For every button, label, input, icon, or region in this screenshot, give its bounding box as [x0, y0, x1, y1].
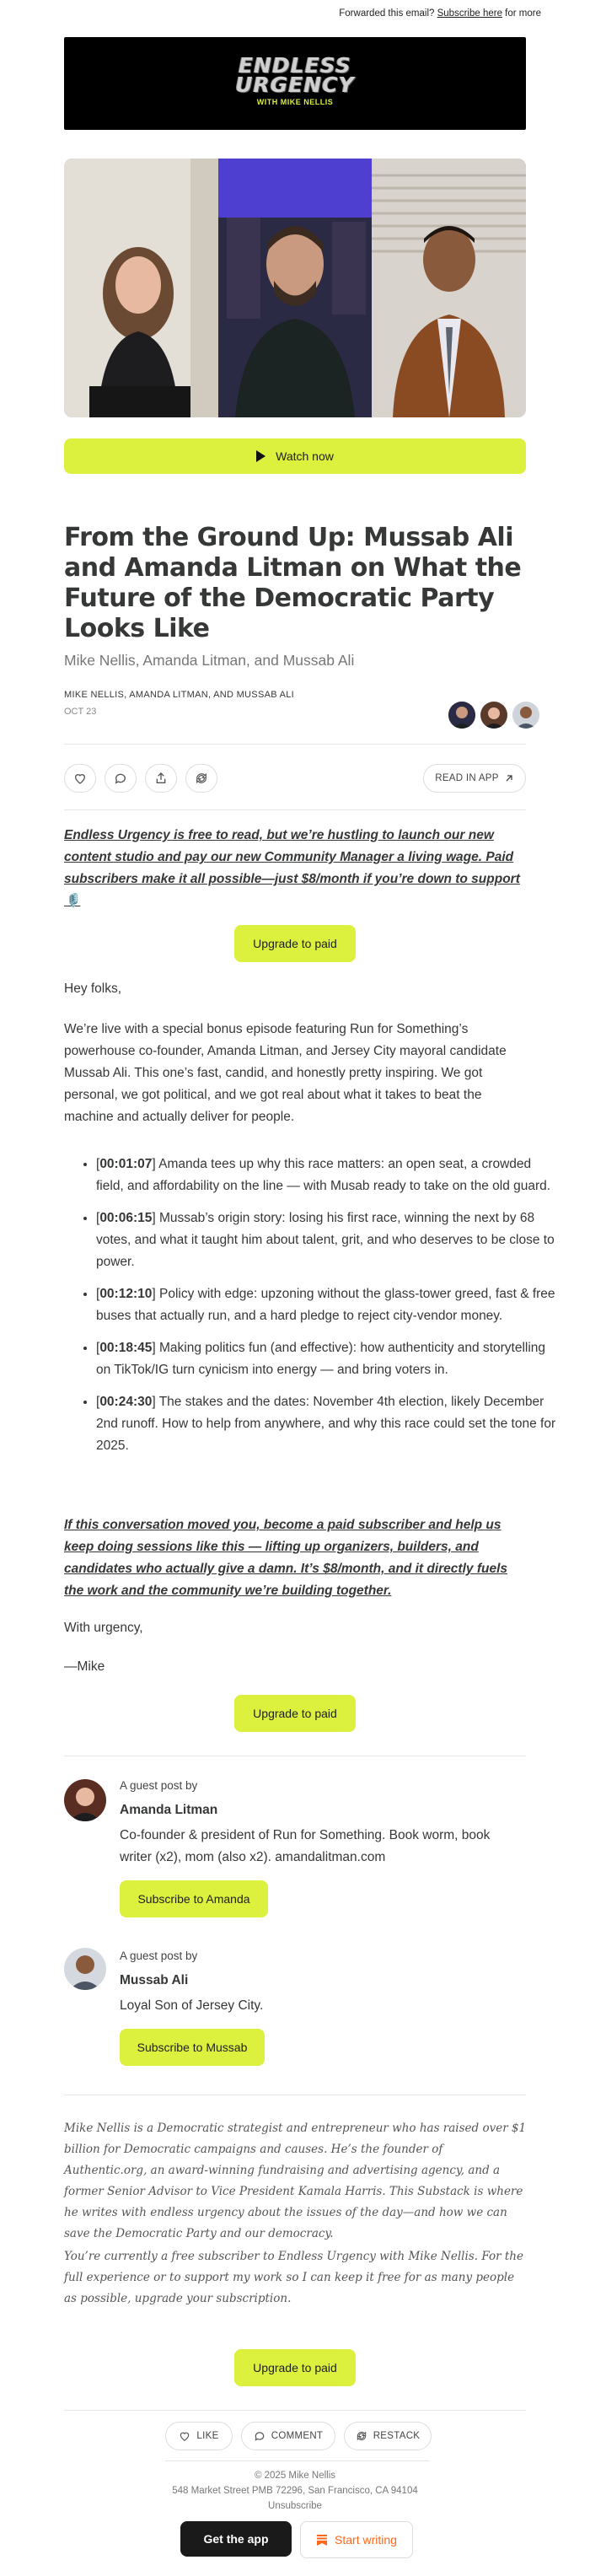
heart-icon: [73, 772, 87, 785]
avatar-amanda-large[interactable]: [64, 1779, 106, 1821]
video-panel-mike: [218, 159, 372, 417]
signature: —Mike: [64, 1659, 105, 1674]
avatar-amanda[interactable]: [480, 702, 507, 729]
person-illustration: [218, 159, 372, 417]
person-icon: [64, 1779, 106, 1821]
person-icon: [64, 1948, 106, 1990]
greeting: Hey folks,: [64, 981, 122, 996]
publication-banner[interactable]: [64, 37, 526, 130]
heart-icon: [179, 2430, 190, 2442]
video-panel-mussab: [372, 159, 526, 417]
guest-name[interactable]: Amanda Litman: [120, 1803, 218, 1817]
timestamp-link[interactable]: 00:12:10: [99, 1287, 153, 1301]
banner-logo: ENDLESS URGENCY: [235, 53, 355, 97]
person-illustration: [372, 159, 526, 417]
guest-label: A guest post by: [120, 1949, 198, 1962]
divider: [64, 809, 526, 810]
comment-icon: [254, 2430, 266, 2442]
post-subtitle: Mike Nellis, Amanda Litman, and Mussab Ali: [64, 652, 355, 669]
share-button[interactable]: [145, 764, 177, 793]
share-icon: [154, 772, 168, 785]
video-thumbnail[interactable]: [64, 159, 526, 417]
person-icon: [448, 702, 475, 729]
restack-button[interactable]: [185, 764, 217, 793]
avatar-mussab[interactable]: [512, 702, 539, 729]
episode-list: [64, 1154, 560, 1467]
guest-bio: Co-founder & president of Run for Something. Book worm, book writer (x2), mom (also x2). amandalitman.com: [120, 1828, 491, 1864]
person-icon: [480, 702, 507, 729]
avatar-mussab-large[interactable]: [64, 1948, 106, 1990]
subscribe-link[interactable]: Subscribe here: [437, 8, 502, 19]
get-app-button[interactable]: Get the app: [180, 2521, 292, 2557]
about-author: Mike Nellis is a Democratic strategist and entrepreneur who has raised over $1 billion for Democratic campaigns and causes. He’s the founder of Authentic.org, an award-winning fundraising and advertising agency, and a former Senior Advisor to Vice President Kamala Harris. This Substack is where he writes with endless urgency about the issues of the day—and how we can save the Democratic Party and our democracy.: [64, 2122, 527, 2240]
watch-now-button[interactable]: Watch now: [64, 438, 526, 474]
list-item: • [00:12:10] Policy with edge: upzoning without the glass-tower greed, fast & free buses that actually run, and a hard pledge to reject city-vendor money.: [96, 1283, 560, 1327]
person-icon: [512, 702, 539, 729]
guest-label: A guest post by: [120, 1779, 198, 1792]
person-illustration: [64, 159, 218, 417]
post-authors[interactable]: MIKE NELLIS, AMANDA LITMAN, AND MUSSAB ALI: [64, 690, 295, 700]
subscriber-note: You’re currently a free subscriber to Endless Urgency with Mike Nellis. For the full experience or to support my work so I can keep it free for as many people as possible, upgrade your subscription.: [64, 2250, 523, 2305]
intro-callout-link[interactable]: Endless Urgency is free to read, but we’re hustling to launch our new content studio and pay our new Community Manager a living wage. Paid subscribers make it all possible—just $8/month if you’re down to support 🎙️: [64, 828, 520, 908]
post-title[interactable]: From the Ground Up: Mussab Ali and Amanda Litman on What the Future of the Democratic Party Looks Like: [64, 523, 522, 643]
comment-icon: [114, 772, 127, 785]
post-date: OCT 23: [64, 707, 97, 717]
arrow-up-right-icon: [504, 773, 514, 783]
footer-restack-button[interactable]: RESTACK: [344, 2422, 432, 2450]
list-item: • [00:06:15] Mussab’s origin story: losing his first race, winning the next by 68 votes, and what it taught him about talent, grit, and who deserves to be close to power.: [96, 1207, 560, 1273]
banner-subtitle: WITH MIKE NELLIS: [256, 98, 334, 106]
play-icon: [256, 450, 266, 462]
unsubscribe-link[interactable]: Unsubscribe: [268, 2501, 322, 2511]
timestamp-link[interactable]: 00:01:07: [99, 1157, 153, 1171]
video-panel-amanda: [64, 159, 218, 417]
guest-name[interactable]: Mussab Ali: [120, 1973, 189, 1987]
timestamp-link[interactable]: 00:18:45: [99, 1341, 153, 1355]
avatar-mike[interactable]: [448, 702, 475, 729]
footer-like-button[interactable]: LIKE: [165, 2422, 233, 2450]
like-button[interactable]: [64, 764, 96, 793]
divider: [64, 2410, 526, 2411]
forward-note: Forwarded this email? Subscribe here for more: [339, 8, 541, 19]
restack-icon: [195, 772, 208, 785]
divider: [64, 744, 526, 745]
list-item: • [00:24:30] The stakes and the dates: November 4th election, likely December 2nd runoff. How to help from anywhere, and why this race could set the tone for 2025.: [96, 1391, 560, 1457]
subscribe-amanda-button[interactable]: Subscribe to Amanda: [120, 1880, 268, 1917]
copyright: © 2025 Mike Nellis: [254, 2471, 336, 2481]
closing-callout-link[interactable]: If this conversation moved you, become a paid subscriber and help us keep doing sessions like this — lifting up organizers, builders, and candidates who actually give a damn. It’s $8/month, and it directly fuels the work and the community we’re building together.: [64, 1518, 507, 1598]
subscribe-mussab-button[interactable]: Subscribe to Mussab: [120, 2029, 265, 2066]
signoff: With urgency,: [64, 1621, 143, 1635]
divider: [165, 2460, 430, 2461]
upgrade-button[interactable]: Upgrade to paid: [234, 925, 356, 962]
comment-button[interactable]: [105, 764, 137, 793]
read-in-app-button[interactable]: READ IN APP: [423, 764, 526, 793]
substack-icon: [316, 2534, 328, 2546]
intro-paragraph: We’re live with a special bonus episode featuring Run for Something’s powerhouse co-founder, Amanda Litman, and Jersey City mayoral candidate Mussab Ali. This one’s fast, candid, and honestly pretty inspiring. We got personal, we got political, and we got real about what it takes to beat the machine and actually deliver for people.: [64, 1022, 507, 1124]
footer-comment-button[interactable]: COMMENT: [241, 2422, 335, 2450]
list-item: • [00:01:07] Amanda tees up why this race matters: an open seat, a crowded field, and affordability on the line — with Musab ready to take on the old guard.: [96, 1154, 560, 1197]
start-writing-button[interactable]: Start writing: [300, 2521, 413, 2558]
upgrade-button[interactable]: Upgrade to paid: [234, 2349, 356, 2386]
upgrade-button[interactable]: Upgrade to paid: [234, 1695, 356, 1732]
restack-icon: [356, 2430, 367, 2442]
timestamp-link[interactable]: 00:24:30: [99, 1395, 153, 1409]
list-item: • [00:18:45] Making politics fun (and effective): how authenticity and storytelling on TikTok/IG turn cynicism into energy — and bring voters in.: [96, 1337, 560, 1381]
timestamp-link[interactable]: 00:06:15: [99, 1211, 153, 1225]
guest-bio: Loyal Son of Jersey City.: [120, 1998, 264, 2013]
address: 548 Market Street PMB 72296, San Francisco, CA 94104: [172, 2486, 418, 2496]
